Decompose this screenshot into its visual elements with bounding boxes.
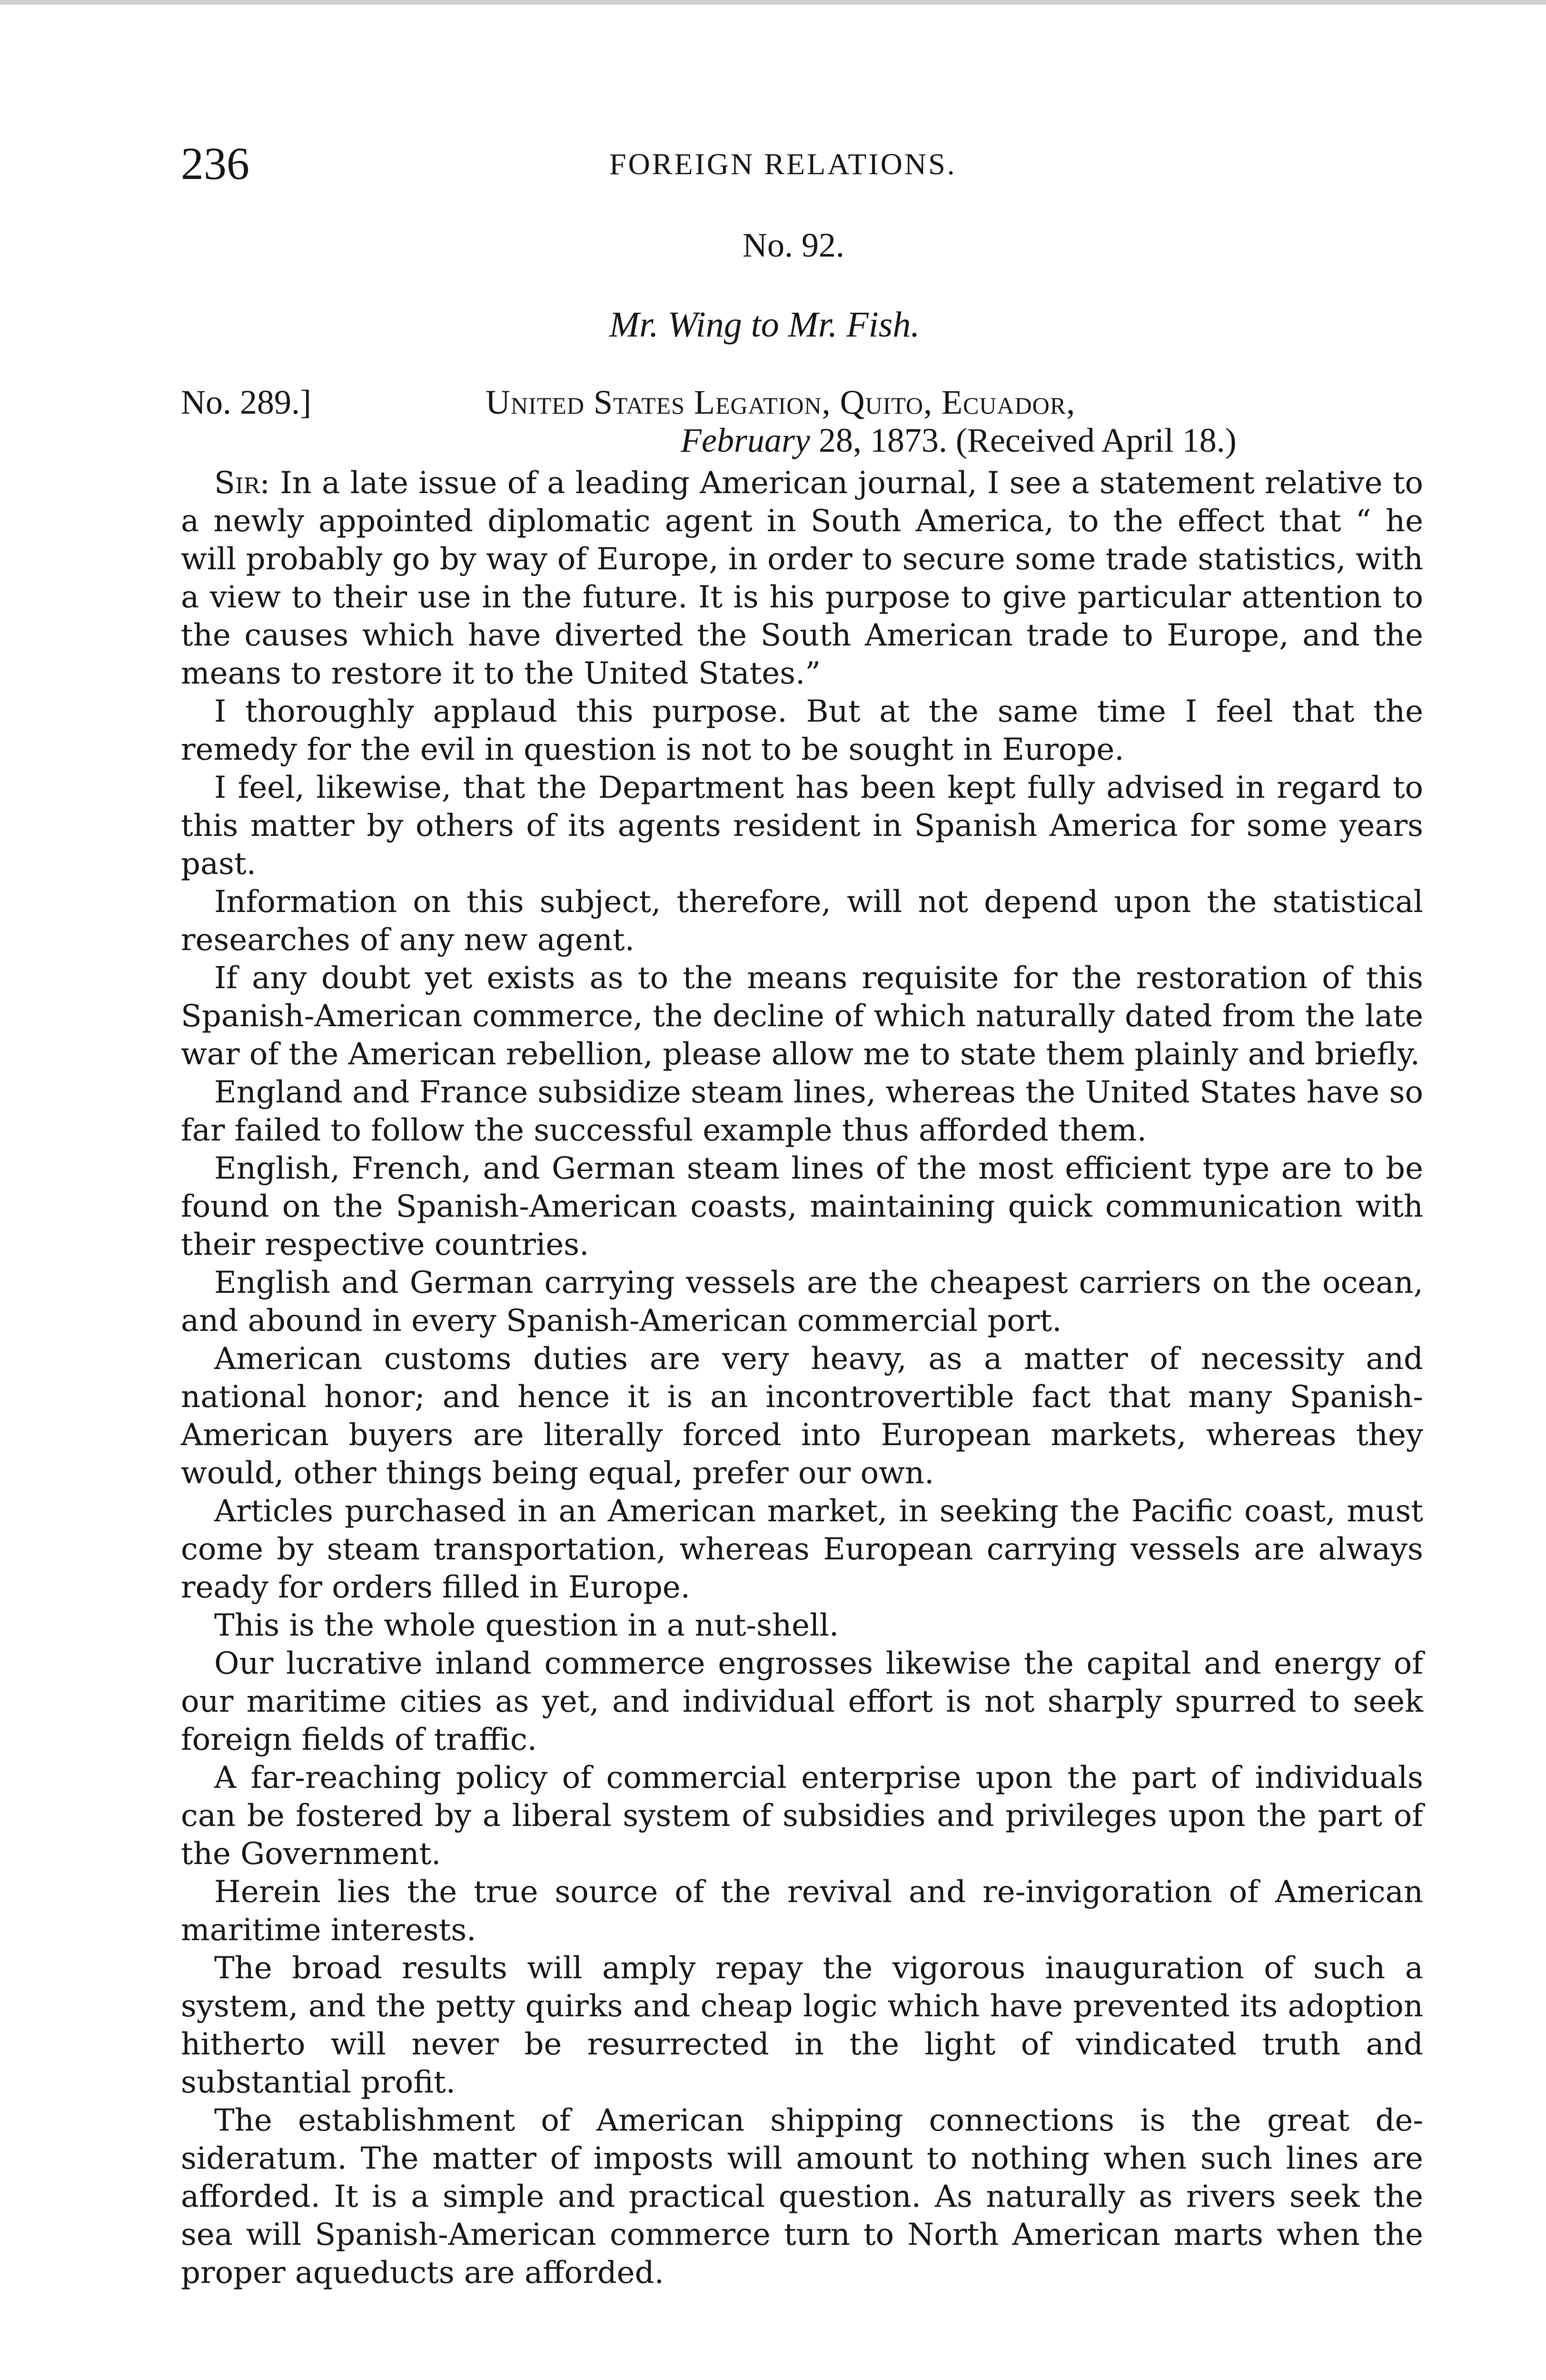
paragraph-15: The broad results will amply repay the vigorous inauguration of such a system, and the petty quirks and cheap logic which have prevented its adoption hitherto will never be resurrected in the light of vindicated truth and substantial profit. bbox=[181, 1951, 1423, 2100]
paragraph-2: I thoroughly applaud this purpose. But at the same time I feel that the remedy for the evil in question is not to be sought in Europe. bbox=[181, 694, 1423, 767]
document-heading: Mr. Wing to Mr. Fish. bbox=[609, 305, 920, 345]
running-title: FOREIGN RELATIONS. bbox=[609, 147, 957, 181]
paragraph-16: The establishment of American shipping connections is the great desideratum. The matter of imposts will amount to nothing when such lines are afforded. It is a simple and practical question. As naturally as rivers seek the sea will Spanish-American commerce turn to North American marts when the proper aqueducts are afforded. bbox=[181, 2103, 1423, 2291]
paragraph-8: English and German carrying vessels are the cheapest carriers on the ocean, and abound in every Spanish-American commercial port. bbox=[181, 1265, 1423, 1339]
paragraph-4: Information on this subject, therefore, will not depend upon the statistical researches of any new agent. bbox=[181, 884, 1423, 958]
document-number: No. 92. bbox=[743, 226, 844, 264]
paragraph-9: American customs duties are very heavy, as a matter of necessity and national honor; and hence it is an incontrovertible fact that many Spanish-American buyers are literally forced into European markets, whereas they would, other things being equal, prefer our own. bbox=[181, 1341, 1423, 1491]
paragraph-13: A far-reaching policy of commercial enterprise upon the part of individuals can be fostered by a liberal system of subsidies and privileges upon the part of the Government. bbox=[181, 1760, 1423, 1872]
dateline-month: February bbox=[681, 421, 810, 459]
letter-body bbox=[181, 464, 1423, 2292]
first-paragraph-text: : In a late issue of a leading American journal, I see a statement relative to a newly appointed diplomatic agent in South America, to the effect that “ he will probably go by way of Europe, in order to secure some trade statistics, with a view to their use in the future. It is his purpose to give particular attention to the causes which have diverted the South American trade to Europe, and the means to restore it to the United States.” bbox=[181, 466, 1423, 691]
dateline-place: United States Legation, Quito, Ecuador, bbox=[486, 383, 1076, 421]
paragraph-7: English, French, and German steam lines of the most efficient type are to be found on the Spanish-American coasts, maintaining quick communication with their respective countries. bbox=[181, 1151, 1423, 1262]
paragraph-5: If any doubt yet exists as to the means requisite for the restoration of this Spanish-American commerce, the decline of which naturally dated from the late war of the American rebellion, please allow me to state them plainly and briefly. bbox=[181, 961, 1423, 1072]
dateline-date bbox=[681, 421, 1237, 459]
despatch-number: No. 289.] bbox=[181, 383, 311, 421]
dateline-rest: 28, 1873. (Received April 18.) bbox=[810, 421, 1237, 459]
paragraph-11: This is the whole question in a nut-shell. bbox=[214, 1608, 839, 1643]
paragraph-1 bbox=[181, 464, 1423, 693]
top-edge-rule bbox=[0, 0, 1546, 5]
paragraph-14: Herein lies the true source of the revival and re-invigoration of American maritime interests. bbox=[181, 1874, 1423, 1948]
salutation: Sir bbox=[214, 466, 260, 501]
page-number: 236 bbox=[181, 138, 249, 189]
paragraph-12: Our lucrative inland commerce engrosses likewise the capital and energy of our maritime cities as yet, and individual effort is not sharply spurred to seek foreign fields of traffic. bbox=[181, 1646, 1423, 1757]
paragraph-10: Articles purchased in an American market, in seeking the Pacific coast, must come by steam transportation, whereas European carrying vessels are always ready for orders filled in Europe. bbox=[181, 1494, 1423, 1605]
paragraph-6: England and France subsidize steam lines, whereas the United States have so far failed to follow the successful example thus afforded them. bbox=[181, 1075, 1423, 1148]
paragraph-3: I feel, likewise, that the Department has been kept fully advised in regard to this matter by others of its agents resident in Spanish America for some years past. bbox=[181, 770, 1423, 882]
running-head bbox=[181, 138, 1428, 198]
